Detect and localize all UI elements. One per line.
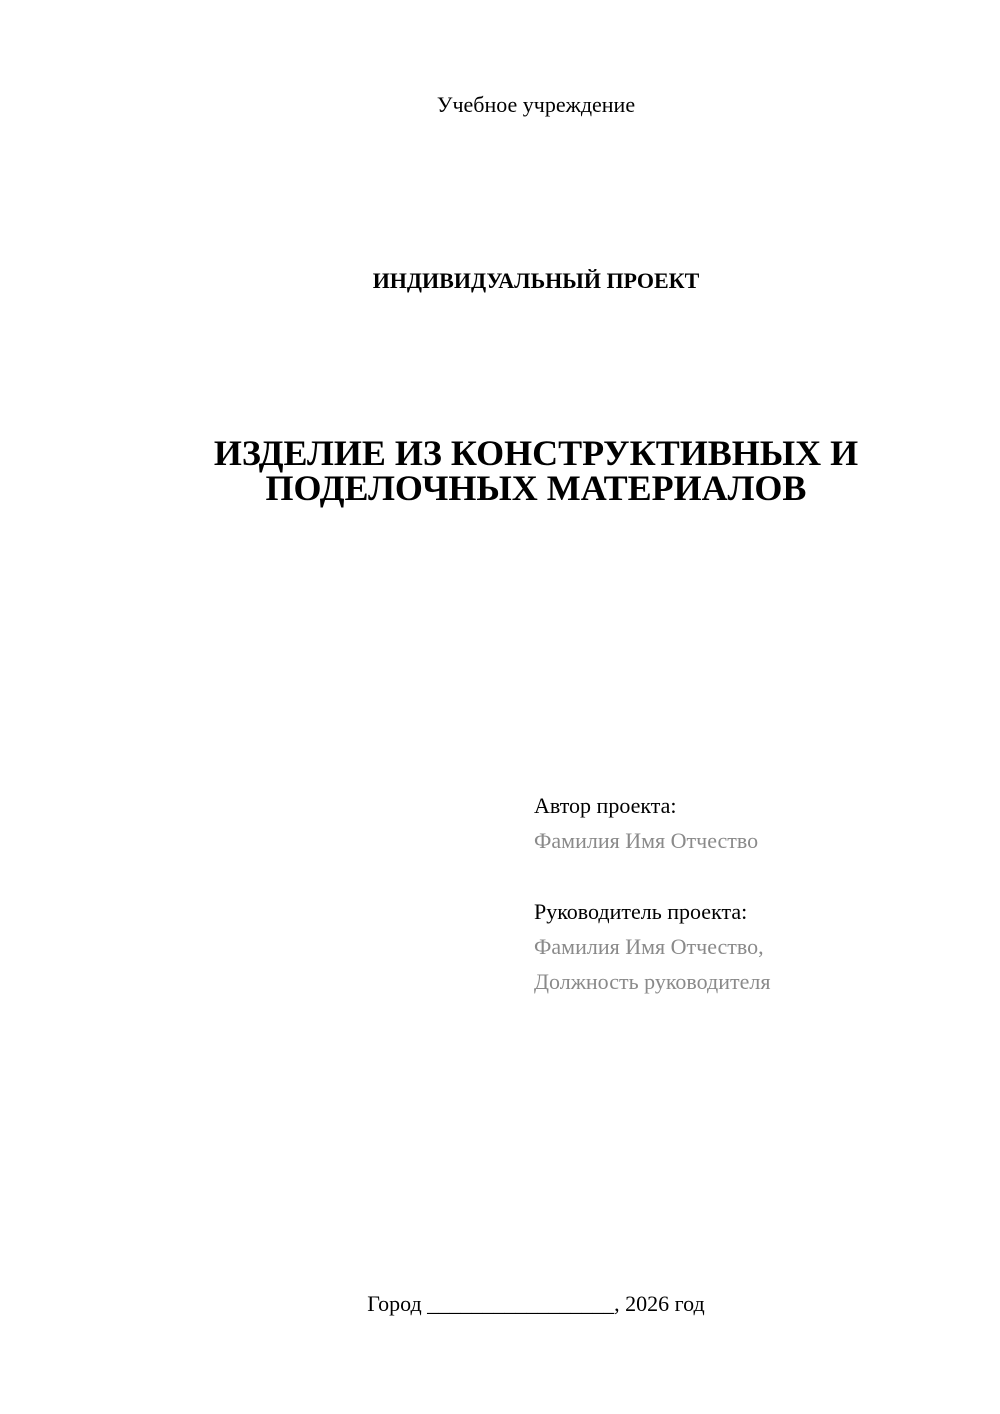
author-label: Автор проекта: <box>534 793 677 818</box>
document-type-heading: ИНДИВИДУАЛЬНЫЙ ПРОЕКТ <box>372 268 700 293</box>
author-name: Фамилия Имя Отчество <box>534 828 759 853</box>
institution-name: Учебное учреждение <box>436 92 636 117</box>
credits-block <box>534 788 974 999</box>
project-title-line-1: ИЗДЕЛИЕ ИЗ КОНСТРУКТИВНЫХ И <box>213 433 859 473</box>
credits-spacer <box>534 858 974 894</box>
project-title-line-2: ПОДЕЛОЧНЫХ МАТЕРИАЛОВ <box>265 468 807 508</box>
supervisor-name: Фамилия Имя Отчество, <box>534 934 764 959</box>
project-title <box>0 433 1000 508</box>
supervisor-position: Должность руководителя <box>534 969 771 994</box>
supervisor-label: Руководитель проекта: <box>534 899 748 924</box>
city-year-line: Город _________________, 2026 год <box>367 1291 705 1316</box>
